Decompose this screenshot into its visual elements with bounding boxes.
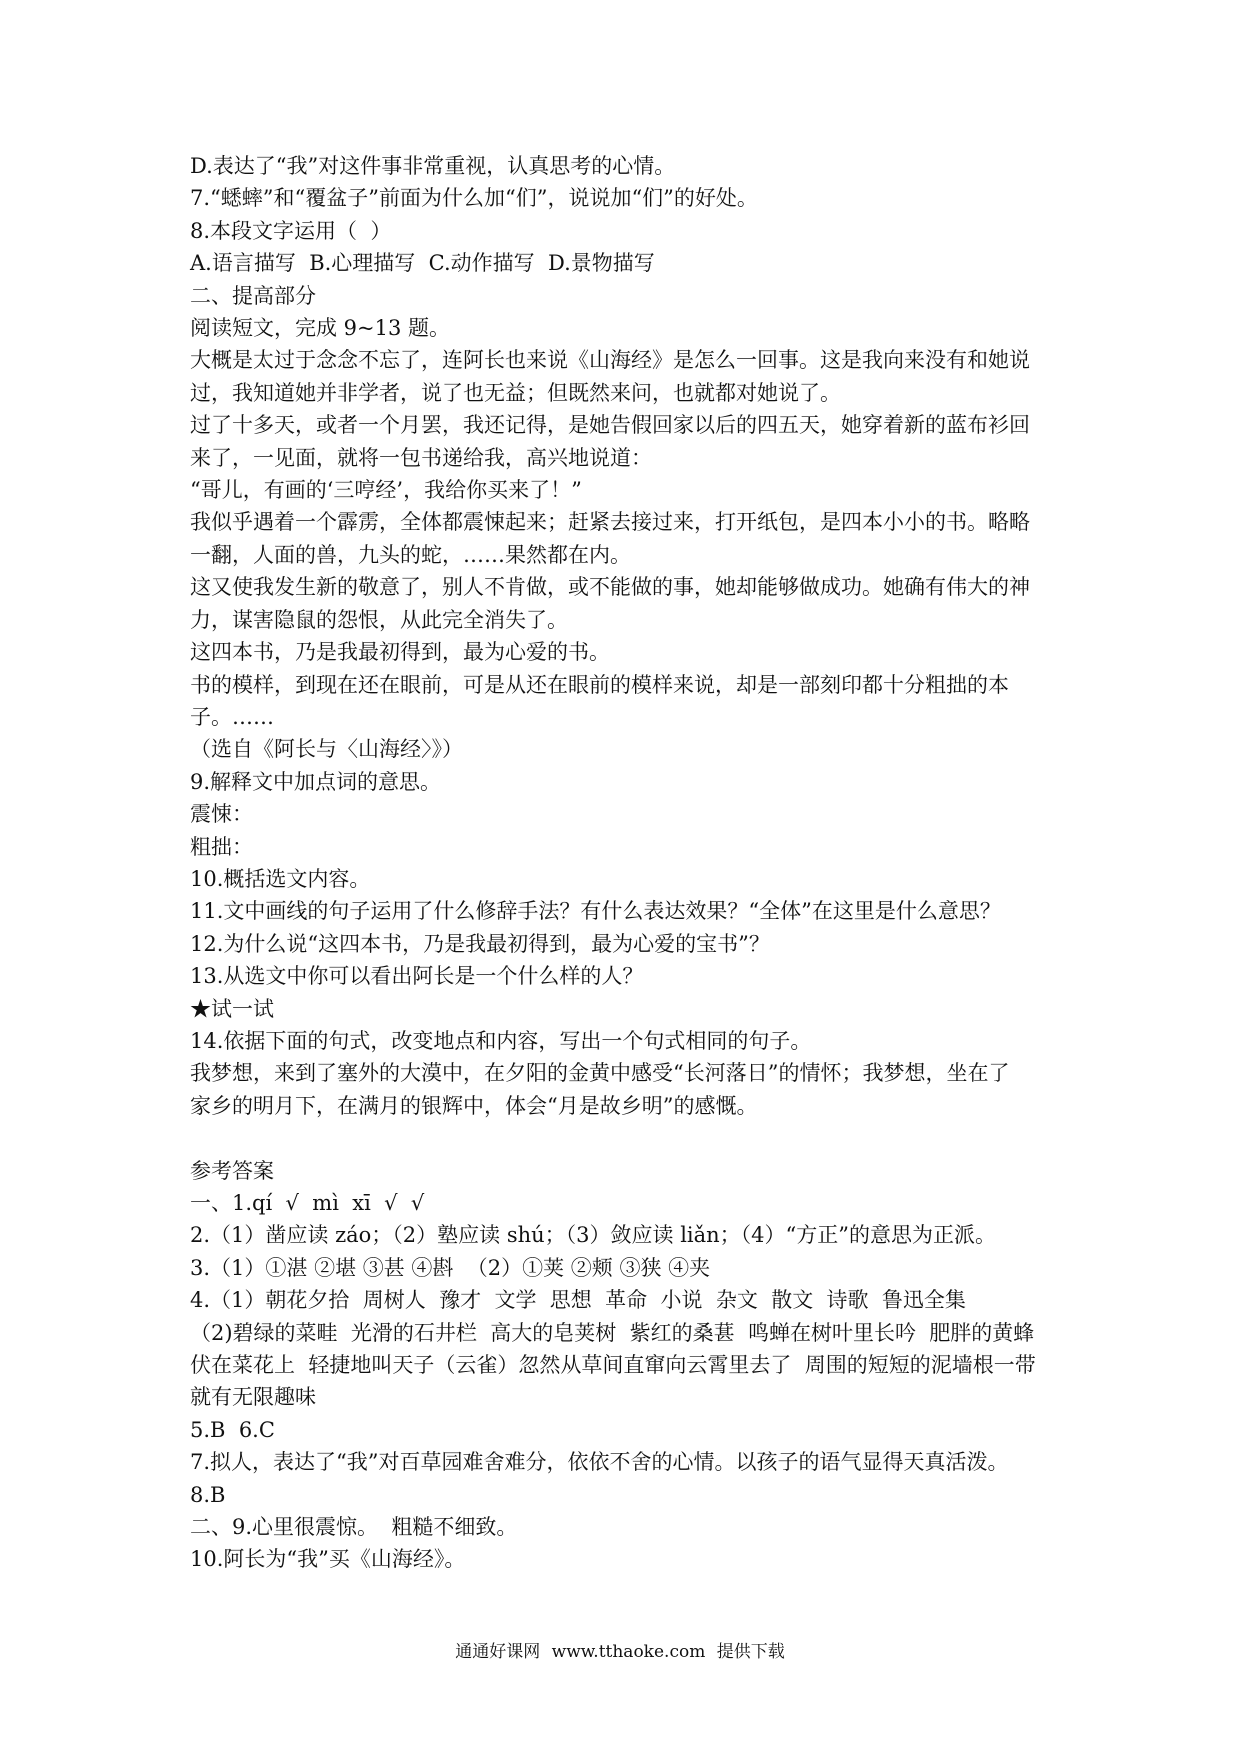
- text-line: “哥儿，有画的‘三哼经’，我给你买来了！”: [190, 478, 582, 503]
- text-line: 来了，一见面，就将一包书递给我，高兴地说道：: [190, 445, 652, 470]
- text-line: 二、提高部分: [190, 283, 316, 308]
- text-line: 这又使我发生新的敬意了，别人不肯做，或不能做的事，她却能够做成功。她确有伟大的神: [190, 575, 1030, 600]
- footer-suffix: 提供下载: [716, 1642, 785, 1662]
- document-body: [190, 150, 1070, 1576]
- text-line: 10.阿长为“我”买《山海经》。: [190, 1547, 466, 1572]
- text-line: 粗拙：: [190, 834, 253, 859]
- text-line: 10.概括选文内容。: [190, 866, 371, 891]
- text-line: 3.（1）①湛 ②堪 ③甚 ④斟 （2）①荚 ②颊 ③狭 ④夹: [190, 1255, 711, 1280]
- text-line: 12.为什么说“这四本书，乃是我最初得到，最为心爱的宝书”？: [190, 931, 770, 956]
- text-line: （选自《阿长与〈山海经〉》）: [190, 737, 463, 762]
- text-line: 7.拟人，表达了“我”对百草园难舍难分，依依不舍的心情。以孩子的语气显得天真活泼。: [190, 1450, 1009, 1475]
- text-line: 过，我知道她并非学者，说了也无益；但既然来问，也就都对她说了。: [190, 380, 841, 405]
- text-line: 伏在菜花上 轻捷地叫天子（云雀）忽然从草间直窜向云霄里去了 周围的短短的泥墙根一带: [190, 1353, 1036, 1378]
- text-line: 一翻，人面的兽，九头的蛇，……果然都在内。: [190, 542, 631, 567]
- text-line: 就有无限趣味: [190, 1385, 316, 1410]
- text-line: 参考答案: [190, 1158, 274, 1183]
- text-line: 一、1.qí √ mì xī √ √: [190, 1190, 425, 1215]
- text-line: 震悚：: [190, 802, 253, 827]
- footer-url: www.tthaoke.com: [551, 1642, 706, 1662]
- text-line: 我似乎遇着一个霹雳，全体都震悚起来；赶紧去接过来，打开纸包，是四本小小的书。略略: [190, 510, 1030, 535]
- text-line: 9.解释文中加点词的意思。: [190, 769, 442, 794]
- text-line: 二、9.心里很震惊。 粗糙不细致。: [190, 1515, 518, 1540]
- text-line: 5.B 6.C: [190, 1417, 275, 1442]
- text-line: 13.从选文中你可以看出阿长是一个什么样的人？: [190, 964, 644, 989]
- footer-site-name: 通通好课网: [455, 1642, 541, 1662]
- text-line: 14.依据下面的句式，改变地点和内容，写出一个句式相同的句子。: [190, 1028, 812, 1053]
- text-line: 阅读短文，完成 9~13 题。: [190, 316, 451, 341]
- text-line: 大概是太过于念念不忘了，连阿长也来说《山海经》是怎么一回事。这是我向来没有和她说: [190, 348, 1030, 373]
- text-line: ★试一试: [190, 996, 274, 1021]
- text-line: 7.“蟋蟀”和“覆盆子”前面为什么加“们”，说说加“们”的好处。: [190, 186, 758, 211]
- page-footer: [0, 1641, 1240, 1663]
- text-line: 家乡的明月下，在满月的银辉中，体会“月是故乡明”的感慨。: [190, 1093, 758, 1118]
- text-line: 子。……: [190, 704, 274, 729]
- text-line: A.语言描写 B.心理描写 C.动作描写 D.景物描写: [190, 251, 655, 276]
- text-line: 8.B: [190, 1482, 226, 1507]
- text-line: 11.文中画线的句子运用了什么修辞手法？有什么表达效果？“全体”在这里是什么意思？: [190, 899, 1001, 924]
- text-line: 4.（1）朝花夕拾 周树人 豫才 文学 思想 革命 小说 杂文 散文 诗歌 鲁迅全集: [190, 1288, 966, 1313]
- text-line: 8.本段文字运用（ ）: [190, 218, 392, 243]
- text-line: 过了十多天，或者一个月罢，我还记得，是她告假回家以后的四五天，她穿着新的蓝布衫回: [190, 413, 1030, 438]
- text-line: 我梦想，来到了塞外的大漠中，在夕阳的金黄中感受“长河落日”的情怀；我梦想，坐在了: [190, 1061, 1010, 1086]
- text-line: 2.（1）凿应读 záo；（2）塾应读 shú；（3）敛应读 liǎn；（4）“方正”的意思为正派。: [190, 1223, 997, 1248]
- text-line: 力，谋害隐鼠的怨恨，从此完全消失了。: [190, 607, 568, 632]
- text-line: 这四本书，乃是我最初得到，最为心爱的书。: [190, 640, 610, 665]
- text-line: （2)碧绿的菜畦 光滑的石井栏 高大的皂荚树 紫红的桑葚 鸣蝉在树叶里长吟 肥胖的黄蜂: [190, 1320, 1035, 1345]
- text-line: 书的模样，到现在还在眼前，可是从还在眼前的模样来说，却是一部刻印都十分粗拙的本: [190, 672, 1009, 697]
- blank-line: [190, 1122, 1070, 1154]
- text-line: D.表达了“我”对这件事非常重视，认真思考的心情。: [190, 154, 676, 178]
